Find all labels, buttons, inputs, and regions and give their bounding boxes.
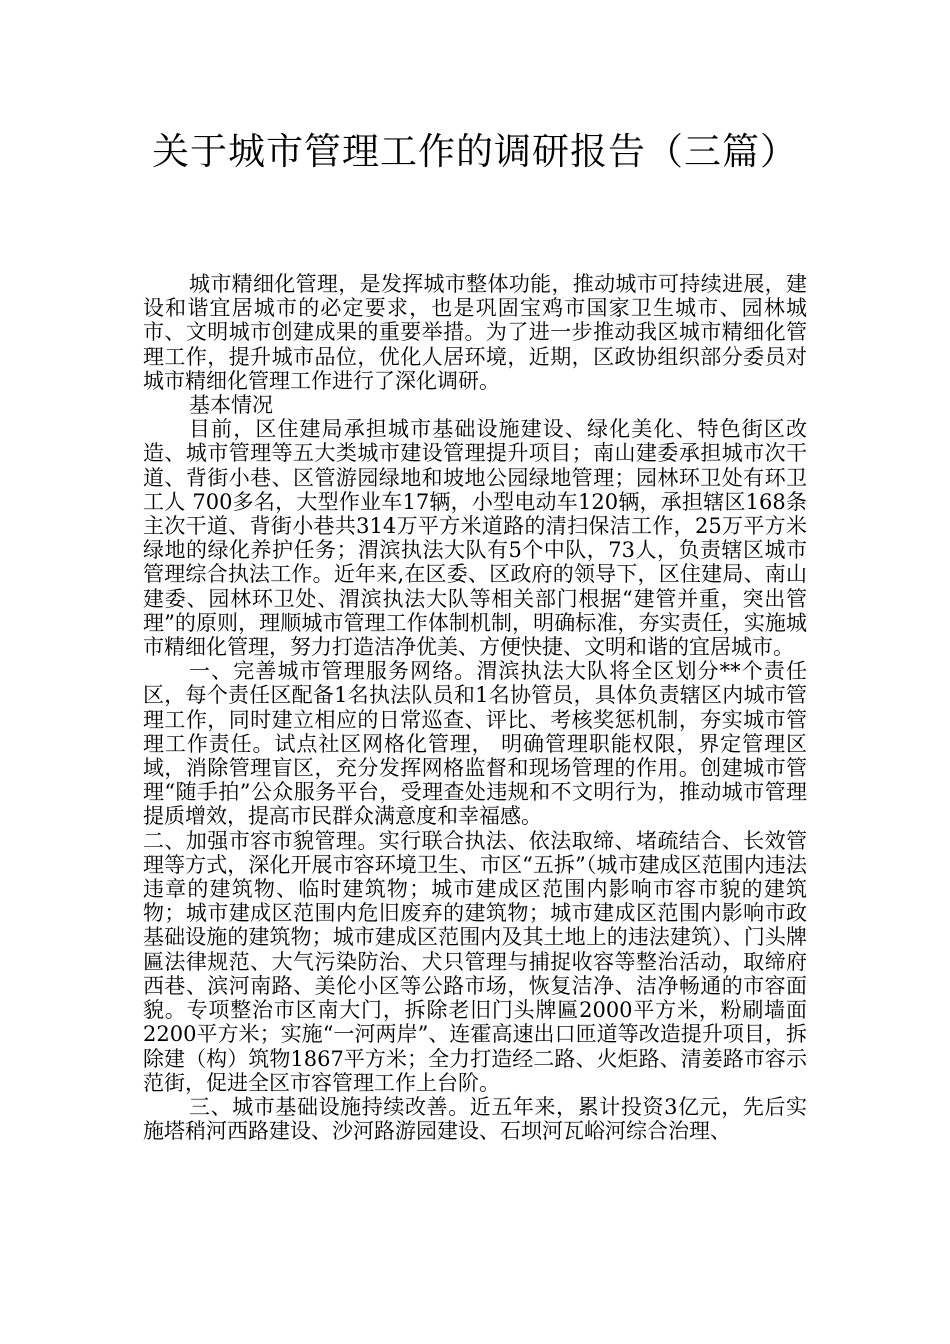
point-3-paragraph: 三、城市基础设施持续改善。近五年来，累计投资3亿元，先后实施塔稍河西路建设、沙河路游园建设、石坝河瓦峪河综合治理、 xyxy=(143,1094,807,1144)
point-1-paragraph: 一、完善城市管理服务网络。渭滨执法大队将全区划分**个责任区，每个责任区配备1名执法队员和1名协管员，具体负责辖区内城市管理工作，同时建立相应的日常巡查、评比、考核奖惩机制，夯实城市管理工作责任。试点社区网格化管理， 明确管理职能权限，界定管理区域，消除管理盲区，充分发挥网格监督和现场管理的作用。创建城市管理“随手拍”公众服务平台，受理查处违规和不文明行为，推动城市管理提质增效，提高市民群众满意度和幸福感。 xyxy=(143,659,807,829)
intro-paragraph: 城市精细化管理，是发挥城市整体功能，推动城市可持续进展，建设和谐宜居城市的必定要求，也是巩固宝鸡市国家卫生城市、园林城市、文明城市创建成果的重要举措。为了进一步推动我区城市精细化管理工作，提升城市品位，优化人居环境，近期，区政协组织部分委员对城市精细化管理工作进行了深化调研。 xyxy=(143,272,807,393)
basic-situation-paragraph: 目前，区住建局承担城市基础设施建设、绿化美化、特色街区改造、城市管理等五大类城市建设管理提升项目；南山建委承担城市次干道、背街小巷、区管游园绿地和坡地公园绿地管理；园林环卫处有环卫工人 700多名，大型作业车17辆，小型电动车120辆，承担辖区168条主次干道、背街小巷共314万平方米道路的清扫保洁工作，25万平方米绿地的绿化养护任务；渭滨执法大队有5个中队，73人，负责辖区城市管理综合执法工作。近年来,在区委、区政府的领导下，区住建局、南山建委、园林环卫处、渭滨执法大队等相关部门根据“建管并重，突出管理”的原则，理顺城市管理工作体制机制，明确标准，夯实责任，实施城市精细化管理，努力打造洁净优美、方便快捷、文明和谐的宜居城市。 xyxy=(143,417,807,660)
document-body xyxy=(143,272,807,1143)
section-heading-basic-situation: 基本情况 xyxy=(189,393,273,418)
document-title: 关于城市管理工作的调研报告（三篇） xyxy=(152,130,798,173)
point-2-paragraph: 二、加强市容市貌管理。实行联合执法、依法取缔、堵疏结合、长效管理等方式，深化开展市容环境卫生、市区“五拆”（城市建成区范围内违法违章的建筑物、临时建筑物；城市建成区范围内影响市容市貌的建筑物；城市建成区范围内危旧废弃的建筑物；城市建成区范围内影响市政基础设施的建筑物；城市建成区范围内及其土地上的违法建筑）、门头牌匾法律规范、大气污染防治、犬只管理与捕捉收容等整治活动，取缔府西巷、滨河南路、美伦小区等公路市场，恢复洁净、洁净畅通的市容面貌。专项整治市区南大门，拆除老旧门头牌匾2000平方米，粉刷墙面2200平方米；实施“一河两岸”、连霍高速出口匝道等改造提升项目，拆除建（构）筑物1867平方米；全力打造经二路、火炬路、清姜路市容示范街，促进全区市容管理工作上台阶。 xyxy=(143,828,807,1095)
